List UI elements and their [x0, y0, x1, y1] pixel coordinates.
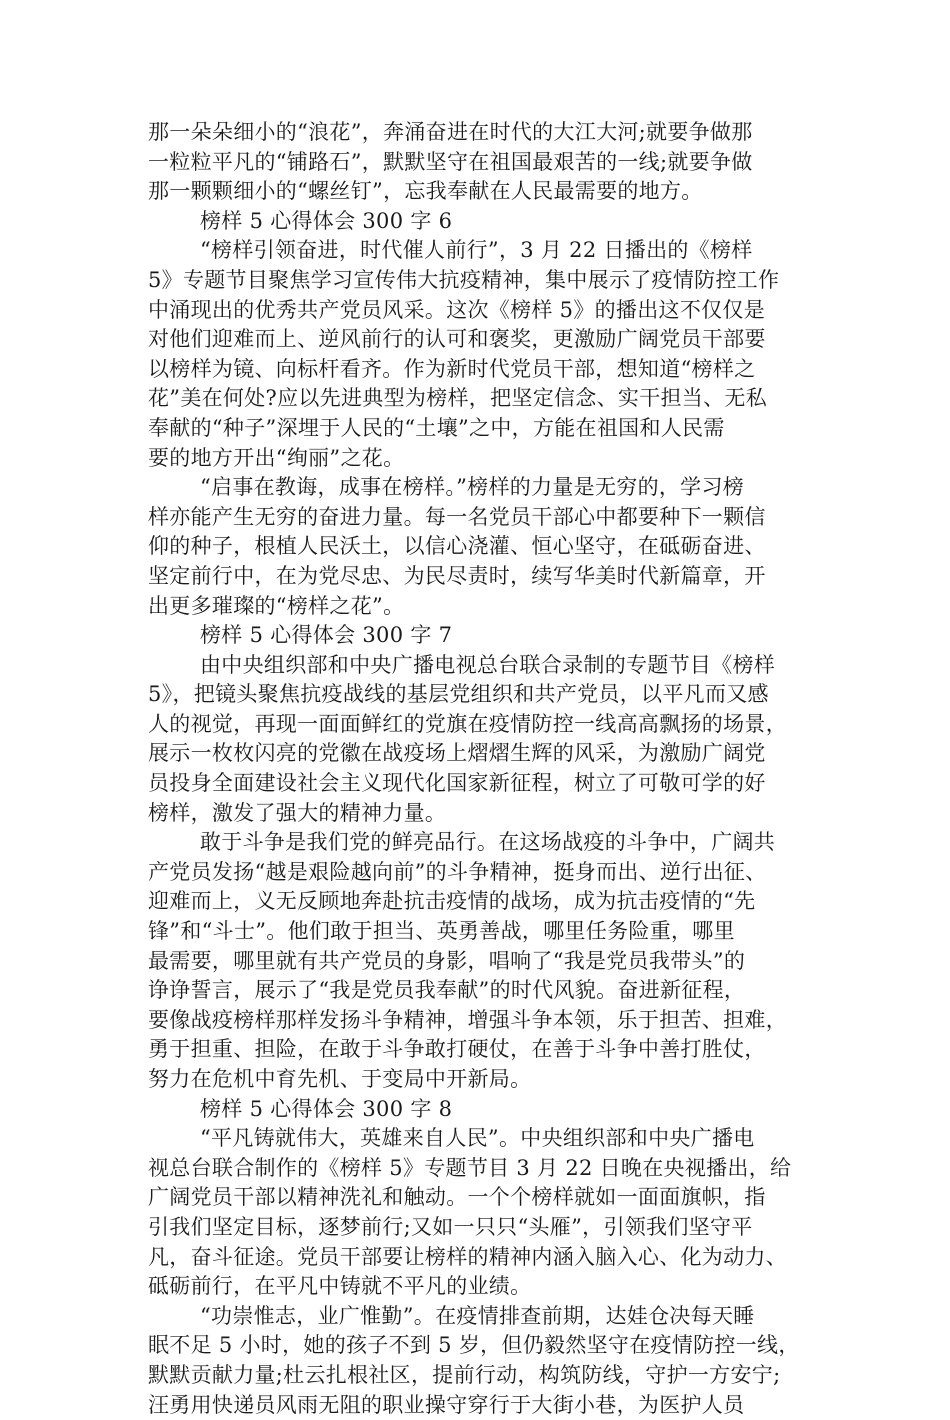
- text-line: 勇于担重、担险，在敢于斗争敢打硬仗，在善于斗争中善打胜仗，: [148, 1037, 766, 1062]
- text-line: 人的视觉，再现一面面鲜红的党旗在疫情防控一线高高飘扬的场景，: [148, 711, 787, 736]
- text-line: 那一颗颗细小的“螺丝钉”，忘我奉献在人民最需要的地方。: [148, 179, 703, 204]
- text-line: 出更多璀璨的“榜样之花”。: [148, 593, 405, 618]
- text-line: 最需要，哪里就有共产党员的身影，唱响了“我是党员我带头”的: [148, 948, 746, 973]
- text-line: 那一朵朵细小的“浪花”，奔涌奋进在时代的大江大河;就要争做那: [148, 120, 753, 144]
- text-line: 产党员发扬“越是艰险越向前”的斗争精神，挺身而出、逆行出征、: [148, 859, 767, 884]
- text-line: 汪勇用快递员风雨无阻的职业操守穿行于大街小巷，为医护人员: [148, 1392, 745, 1417]
- text-line: 默默贡献力量;杜云扎根社区，提前行动，构筑防线，守护一方安宁;: [148, 1362, 781, 1387]
- text-line: 锋”和“斗士”。他们敢于担当、英勇善战，哪里任务险重，哪里: [148, 919, 735, 944]
- paragraph: [148, 828, 810, 1094]
- heading-text: 榜样 5 心得体会 300 字 6: [200, 208, 453, 233]
- text-line: 敢于斗争是我们党的鲜亮品行。在这场战疫的斗争中，广阔共: [200, 830, 776, 855]
- text-line: 努力在危机中育先机、于变局中开新局。: [148, 1067, 532, 1091]
- paragraph: [148, 651, 810, 829]
- text-line: “平凡铸就伟大，英雄来自人民”。中央组织部和中央广播电: [200, 1126, 755, 1151]
- text-line: “启事在教诲，成事在榜样。”榜样的力量是无穷的，学习榜: [200, 475, 745, 500]
- text-line: 视总台联合制作的《榜样 5》专题节目 3 月 22 日晚在央视播出，给: [148, 1155, 792, 1180]
- text-line: 对他们迎难而上、逆风前行的认可和褒奖，更激励广阔党员干部要: [148, 327, 766, 352]
- text-line: 仰的种子，根植人民沃土，以信心浇灌、恒心坚守，在砥砺奋进、: [148, 534, 766, 559]
- text-line: 迎难而上，义无反顾地奔赴抗击疫情的战场，成为抗击疫情的“先: [148, 889, 756, 914]
- paragraph: [148, 473, 810, 621]
- text-line: “功崇惟志，业广惟勤”。在疫情排查前期，达娃仓决每天睡: [200, 1303, 755, 1328]
- text-line: 引我们坚定目标，逐梦前行;又如一只只“头雁”，引领我们坚守平: [148, 1214, 753, 1239]
- paragraph: [148, 118, 810, 207]
- text-line: 要像战疫榜样那样发扬斗争精神，增强斗争本领，乐于担苦、担难，: [148, 1007, 787, 1032]
- text-line: 奉献的“种子”深埋于人民的“土壤”之中，方能在祖国和人民需: [148, 415, 725, 440]
- heading-text: 榜样 5 心得体会 300 字 8: [200, 1096, 453, 1121]
- text-line: 由中央组织部和中央广播电视总台联合录制的专题节目《榜样: [200, 652, 776, 677]
- text-line: 榜样，激发了强大的精神力量。: [148, 800, 447, 825]
- section-heading: [148, 1095, 810, 1125]
- text-line: 坚定前行中，在为党尽忠、为民尽责时，续写华美时代新篇章，开: [148, 563, 766, 588]
- text-line: 样亦能产生无穷的奋进力量。每一名党员干部心中都要种下一颗信: [148, 504, 766, 529]
- text-line: 以榜样为镜、向标杆看齐。作为新时代党员干部，想知道“榜样之: [148, 356, 756, 381]
- section-heading: [148, 207, 810, 237]
- text-line: 广阔党员干部以精神洗礼和触动。一个个榜样就如一面面旗帜，指: [148, 1185, 766, 1210]
- heading-text: 榜样 5 心得体会 300 字 7: [200, 623, 453, 648]
- text-line: “榜样引领奋进，时代催人前行”，3 月 22 日播出的《榜样: [200, 238, 753, 263]
- text-line: 要的地方开出“绚丽”之花。: [148, 445, 405, 470]
- text-line: 5》，把镜头聚焦抗疫战线的基层党组织和共产党员，以平凡而又感: [148, 682, 769, 707]
- text-line: 砥砺前行，在平凡中铸就不平凡的业绩。: [148, 1274, 532, 1299]
- text-line: 诤诤誓言，展示了“我是党员我奉献”的时代风貌。奋进新征程，: [148, 978, 746, 1003]
- paragraph: [148, 1124, 810, 1302]
- paragraph: [148, 1302, 810, 1420]
- text-line: 凡，奋斗征途。党员干部要让榜样的精神内涵入脑入心、化为动力、: [148, 1244, 787, 1269]
- text-line: 5》专题节目聚焦学习宣传伟大抗疫精神，集中展示了疫情防控工作: [148, 267, 780, 292]
- section-heading: [148, 621, 810, 651]
- text-line: 中涌现出的优秀共产党员风采。这次《榜样 5》的播出这不仅仅是: [148, 297, 766, 322]
- paragraph: [148, 236, 810, 473]
- text-line: 花”美在何处?应以先进典型为榜样，把坚定信念、实干担当、无私: [148, 386, 767, 411]
- text-line: 展示一枚枚闪亮的党徽在战疫场上熠熠生辉的风采，为激励广阔党: [148, 741, 766, 766]
- text-line: 员投身全面建设社会主义现代化国家新征程，树立了可敬可学的好: [148, 771, 766, 796]
- document-page: [148, 118, 810, 1420]
- text-line: 一粒粒平凡的“铺路石”，默默坚守在祖国最艰苦的一线;就要争做: [148, 149, 753, 174]
- text-line: 眠不足 5 小时，她的孩子不到 5 岁，但仍毅然坚守在疫情防控一线，: [148, 1333, 800, 1358]
